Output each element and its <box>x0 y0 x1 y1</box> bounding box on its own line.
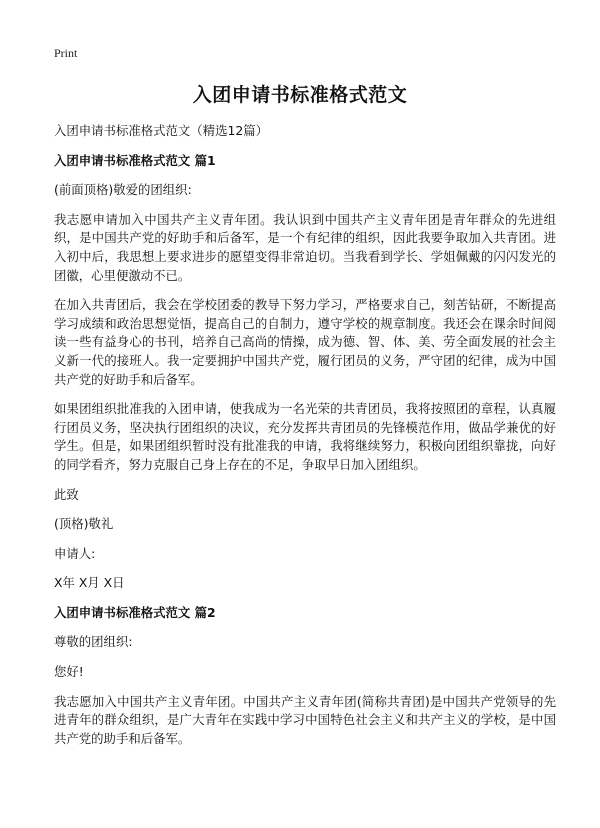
article-1-heading: 入团申请书标准格式范文 篇1 <box>54 152 216 168</box>
document-body <box>54 122 556 759</box>
article-2-salutation: 尊敬的团组织: <box>54 634 133 650</box>
article-1-paragraph: 如果团组织批准我的入团申请，使我成为一名光荣的共青团员，我将按照团的章程，认真履行团员义务，坚决执行团组织的决议，充分发挥共青团员的先锋模范作用，做品学兼优的好学生。但是，如果团组织暂时没有批准我的申请，我将继续努力，积极向团组织靠拢，向好的同学看齐，努力克服自己身上存在的不足，争取早日加入团组织。 <box>54 401 556 472</box>
article-1-paragraph: 在加入共青团后，我会在学校团委的教导下努力学习，严格要求自己，刻苦钻研，不断提高学习成绩和政治思想觉悟，提高自己的自制力，遵守学校的规章制度。我还会在课余时间阅读一些有益身心的书刊，培养自己高尚的情操，成为德、智、体、美、劳全面发展的社会主义新一代的接班人。我一定要拥护中国共产党，履行团员的义务，严守团的纪律，成为中国共产党的好助手和后备军。 <box>54 297 556 387</box>
article-1-closing: 此致 <box>54 486 79 502</box>
article-1-date: X年 X月 X日 <box>54 575 125 591</box>
article-2-paragraph: 我志愿加入中国共产主义青年团。中国共产主义青年团(简称共青团)是中国共产党领导的先进青年的群众组织，是广大青年在实践中学习中国特色社会主义和共产主义的学校，是中国共产党的助手和后备军。 <box>54 693 556 746</box>
article-1-applicant: 申请人: <box>54 545 96 561</box>
print-label[interactable]: Print <box>54 46 78 60</box>
article-2-greeting: 您好! <box>54 664 84 680</box>
document-subtitle: 入团申请书标准格式范文（精选12篇） <box>54 123 269 138</box>
article-1-paragraph: 我志愿申请加入中国共产主义青年团。我认识到中国共产主义青年团是青年群众的先进组织，是中国共产党的好助手和后备军，是一个有纪律的组织，因此我要争取加入共青团。进入初中后，我思想上要求进步的愿望变得非常迫切。当我看到学长、学姐佩戴的闪闪发光的团徽，心里便激动不已。 <box>54 211 556 283</box>
article-1-salutation: (前面顶格)敬爱的团组织: <box>54 182 192 198</box>
article-2-heading: 入团申请书标准格式范文 篇2 <box>54 604 216 620</box>
document-title: 入团申请书标准格式范文 <box>192 84 408 106</box>
article-1-regards: (顶格)敬礼 <box>54 516 114 532</box>
